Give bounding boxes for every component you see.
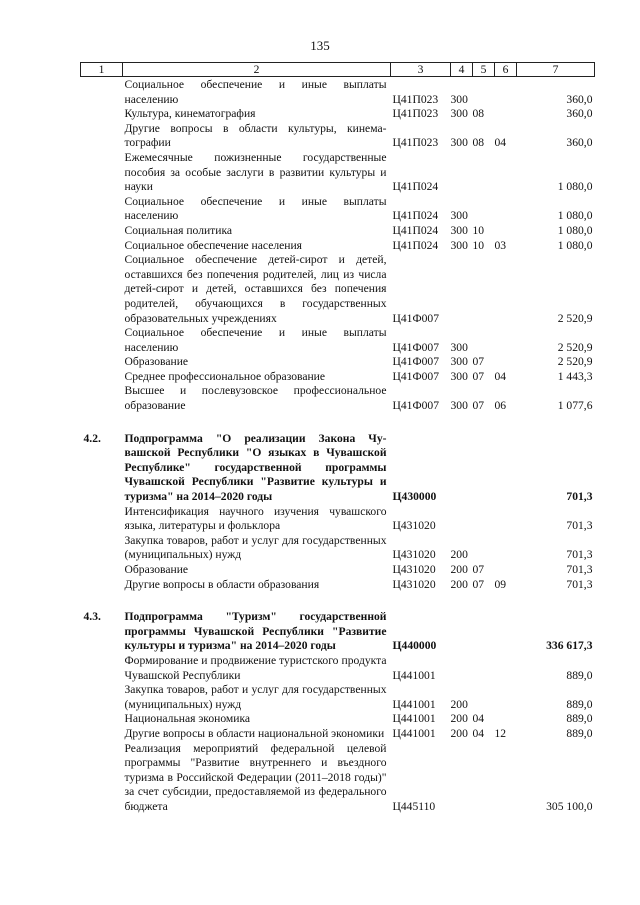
subsection-code: 04 [494, 136, 507, 150]
subsection-code [495, 742, 517, 815]
row-number [81, 370, 123, 385]
row-number: 4.3. [83, 610, 101, 624]
spacer-cell [81, 592, 595, 610]
target-code: Ц41П024 [392, 209, 439, 223]
amount: 360,0 [566, 92, 593, 106]
subprogram-row [81, 610, 595, 654]
row-name: Социальное обеспечение детей-сирот и детей, оставшихся без попечения родителей, лиц из числа детей-сирот и детей, оставшихся без попечения родителей, обучающихся в государственных образовательных учреждениях [124, 253, 387, 325]
header-col-6: 6 [495, 63, 517, 77]
subsection-code: 06 [494, 399, 507, 413]
section-code: 08 [472, 107, 485, 121]
row-name: Подпрограмма "Туризм" государственной программы Чувашской Республики "Развитие культуры и туризма" на 2014–2020 годы [124, 610, 387, 653]
row-name: Социальное обеспечение и иные выплаты населению [124, 326, 387, 354]
header-col-4: 4 [451, 63, 473, 77]
page-number: 135 [310, 38, 330, 53]
table-row [81, 195, 595, 224]
row-name: Социальная политика [124, 223, 233, 237]
row-name: Ежемесячные пожизненные государственные пособия за особые заслуги в развитии культуры и науки [124, 150, 387, 194]
target-code: Ц41Ф007 [392, 340, 440, 354]
subsection-code [495, 563, 517, 578]
expense-type: 300 [450, 136, 468, 150]
target-code: Ц41Ф007 [392, 355, 440, 369]
target-code: Ц41П024 [392, 180, 439, 194]
expense-type: 200 [450, 712, 468, 726]
table-row [81, 384, 595, 413]
expense-type: 300 [450, 399, 468, 413]
amount: 1 080,0 [557, 180, 593, 194]
row-number [81, 384, 123, 413]
row-number [81, 563, 123, 578]
table-row [81, 727, 595, 742]
subsection-code [495, 107, 517, 122]
subsection-code: 09 [494, 577, 507, 591]
section-code [473, 195, 495, 224]
subsection-code [495, 505, 517, 534]
expense-type: 300 [450, 355, 468, 369]
section-code [473, 742, 495, 815]
target-code: Ц441001 [392, 726, 436, 740]
spacer-row [81, 414, 595, 432]
table-row [81, 683, 595, 712]
table-row [81, 122, 595, 151]
amount: 1 077,6 [557, 399, 593, 413]
subsection-code: 04 [494, 369, 507, 383]
target-code: Ц41П023 [392, 107, 439, 121]
section-code: 07 [472, 577, 485, 591]
amount: 1 080,0 [557, 238, 593, 252]
target-code: Ц431020 [392, 563, 436, 576]
amount: 701,3 [566, 490, 593, 504]
row-name: Закупка товаров, работ и услуг для государственных (муниципальных) нужд [124, 683, 387, 711]
section-code: 07 [472, 563, 485, 576]
row-number [81, 505, 123, 534]
section-code: 10 [472, 223, 485, 237]
target-code: Ц41Ф007 [392, 311, 440, 325]
table-row [81, 253, 595, 326]
section-code: 07 [472, 399, 485, 413]
amount: 2 520,9 [557, 311, 593, 325]
budget-table [80, 62, 595, 815]
expense-type: 200 [450, 726, 468, 740]
section-code: 10 [472, 238, 485, 252]
section-code: 07 [472, 355, 485, 369]
row-number [81, 224, 123, 239]
subsection-code [495, 326, 517, 355]
expense-type [451, 654, 473, 683]
expense-type: 300 [450, 238, 468, 252]
spacer-cell [81, 414, 595, 432]
row-name: Национальная экономика [124, 712, 251, 726]
expense-type: 200 [450, 697, 468, 711]
section-code [473, 432, 495, 505]
row-number [81, 122, 123, 151]
expense-type: 300 [450, 209, 468, 223]
target-code: Ц431020 [392, 577, 436, 591]
table-row [81, 578, 595, 593]
amount: 889,0 [566, 712, 593, 726]
expense-type: 300 [450, 369, 468, 383]
target-code: Ц41П023 [392, 136, 439, 150]
table-row [81, 239, 595, 254]
row-number [81, 77, 123, 108]
target-code: Ц41П023 [392, 92, 439, 106]
target-code: Ц41Ф007 [392, 369, 440, 383]
subsection-code [495, 224, 517, 239]
target-code: Ц41П024 [392, 238, 439, 252]
row-name: Другие вопросы в области образования [124, 577, 320, 591]
target-code: Ц441001 [392, 697, 436, 711]
table-row [81, 107, 595, 122]
expense-type [451, 505, 473, 534]
table-row [81, 563, 595, 578]
table-row [81, 712, 595, 727]
subsection-code [495, 712, 517, 727]
expense-type [451, 610, 473, 654]
subsection-code [495, 77, 517, 108]
section-code [473, 534, 495, 563]
table-row [81, 326, 595, 355]
section-code: 08 [472, 136, 485, 150]
row-number [81, 107, 123, 122]
target-code: Ц445110 [392, 799, 436, 813]
expense-type: 200 [450, 548, 468, 562]
subsection-code: 12 [494, 726, 507, 740]
amount: 701,3 [566, 548, 593, 562]
subsection-code: 03 [494, 238, 507, 252]
amount: 701,3 [566, 519, 593, 533]
table-row [81, 742, 595, 815]
row-name: Социальное обеспечение и иные выплаты населению [124, 78, 387, 106]
target-code: Ц41Ф007 [392, 399, 440, 413]
row-name: Другие вопросы в области национальной экономики [124, 726, 385, 740]
table-row [81, 77, 595, 108]
table-row [81, 151, 595, 195]
table-body [81, 77, 595, 815]
section-code: 04 [472, 726, 485, 740]
section-code [473, 654, 495, 683]
expense-type [451, 253, 473, 326]
row-name: Интенсификация научного изучения чувашского языка, литературы и фольклора [124, 504, 387, 533]
expense-type: 300 [450, 340, 468, 354]
section-code [473, 505, 495, 534]
subsection-code [495, 683, 517, 712]
row-name: Высшее и послевузовское профессиональное образование [124, 384, 387, 413]
amount: 889,0 [566, 726, 593, 740]
subsection-code [495, 610, 517, 654]
table-row [81, 534, 595, 563]
section-code [473, 683, 495, 712]
subsection-code [495, 534, 517, 563]
row-name: Закупка товаров, работ и услуг для государственных (муниципальных) нужд [124, 533, 387, 562]
subsection-code [495, 432, 517, 505]
row-name: Формирование и продвижение туристского продукта Чувашской Республики [124, 653, 387, 682]
row-number [81, 727, 123, 742]
amount: 336 617,3 [546, 639, 593, 653]
section-code [473, 610, 495, 654]
row-name: Другие вопросы в области культуры, кинематографии [124, 121, 387, 150]
table-row [81, 224, 595, 239]
expense-type: 300 [450, 92, 468, 106]
subsection-code [495, 253, 517, 326]
expense-type: 200 [450, 577, 468, 591]
amount: 1 443,3 [557, 369, 593, 383]
row-number [81, 151, 123, 195]
row-name: Подпрограмма "О реализации Закона Чувашской Республики "О языках в Чувашской Республике" государственной программы Чувашской Республики "Развитие культуры и туризма" на 2014–2020 годы [124, 431, 387, 504]
amount: 360,0 [566, 107, 593, 121]
expense-type [451, 151, 473, 195]
expense-type [451, 432, 473, 505]
expense-type [451, 742, 473, 815]
row-name: Культура, кинематография [124, 107, 256, 121]
subprogram-row [81, 432, 595, 505]
target-code: Ц441001 [392, 712, 436, 726]
table-row [81, 505, 595, 534]
row-number: 4.2. [83, 431, 101, 445]
amount: 2 520,9 [557, 340, 593, 354]
section-code [473, 253, 495, 326]
amount: 1 080,0 [557, 209, 593, 223]
expense-type: 300 [450, 223, 468, 237]
amount: 2 520,9 [557, 355, 593, 369]
row-number [81, 578, 123, 593]
amount: 701,3 [566, 563, 593, 576]
section-code: 07 [472, 369, 485, 383]
table-header-row [81, 63, 595, 77]
expense-type: 300 [450, 107, 468, 121]
row-name: Образование [124, 355, 189, 369]
header-col-5: 5 [473, 63, 495, 77]
target-code: Ц431020 [392, 519, 436, 533]
subsection-code [495, 654, 517, 683]
amount: 360,0 [566, 136, 593, 150]
amount: 305 100,0 [546, 799, 593, 813]
table-row [81, 654, 595, 683]
table-row [81, 355, 595, 370]
target-code: Ц430000 [392, 490, 437, 504]
target-code: Ц440000 [392, 639, 437, 653]
row-number [81, 355, 123, 370]
table-row [81, 370, 595, 385]
section-code [473, 326, 495, 355]
subsection-code [495, 151, 517, 195]
row-name: Образование [124, 563, 189, 576]
row-number [81, 195, 123, 224]
row-number [81, 534, 123, 563]
row-number [81, 239, 123, 254]
row-number [81, 712, 123, 727]
subsection-code [495, 355, 517, 370]
row-number [81, 253, 123, 326]
section-code: 04 [472, 712, 485, 726]
header-col-2: 2 [123, 63, 391, 77]
section-code [473, 151, 495, 195]
amount: 701,3 [566, 577, 593, 591]
amount: 889,0 [566, 697, 593, 711]
target-code: Ц41П024 [392, 223, 439, 237]
expense-type: 200 [450, 563, 468, 576]
row-name: Социальное обеспечение населения [124, 238, 303, 252]
amount: 1 080,0 [557, 223, 593, 237]
section-code [473, 77, 495, 108]
subsection-code [495, 195, 517, 224]
row-number [81, 742, 123, 815]
amount: 889,0 [566, 668, 593, 682]
target-code: Ц431020 [392, 548, 436, 562]
header-col-7: 7 [517, 63, 595, 77]
row-name: Среднее профессиональное образование [124, 369, 326, 383]
header-col-3: 3 [391, 63, 451, 77]
header-col-1: 1 [81, 63, 123, 77]
row-name: Реализация мероприятий федеральной целевой программы "Развитие внутреннего и въездного туризма в Российской Федерации (2011–2018 годы)" за счет субсидии, предоставляемой из федерального бюджета [124, 741, 387, 813]
target-code: Ц441001 [392, 668, 436, 682]
spacer-row [81, 592, 595, 610]
row-number [81, 654, 123, 683]
row-name: Социальное обеспечение и иные выплаты населению [124, 194, 387, 223]
row-number [81, 683, 123, 712]
row-number [81, 326, 123, 355]
